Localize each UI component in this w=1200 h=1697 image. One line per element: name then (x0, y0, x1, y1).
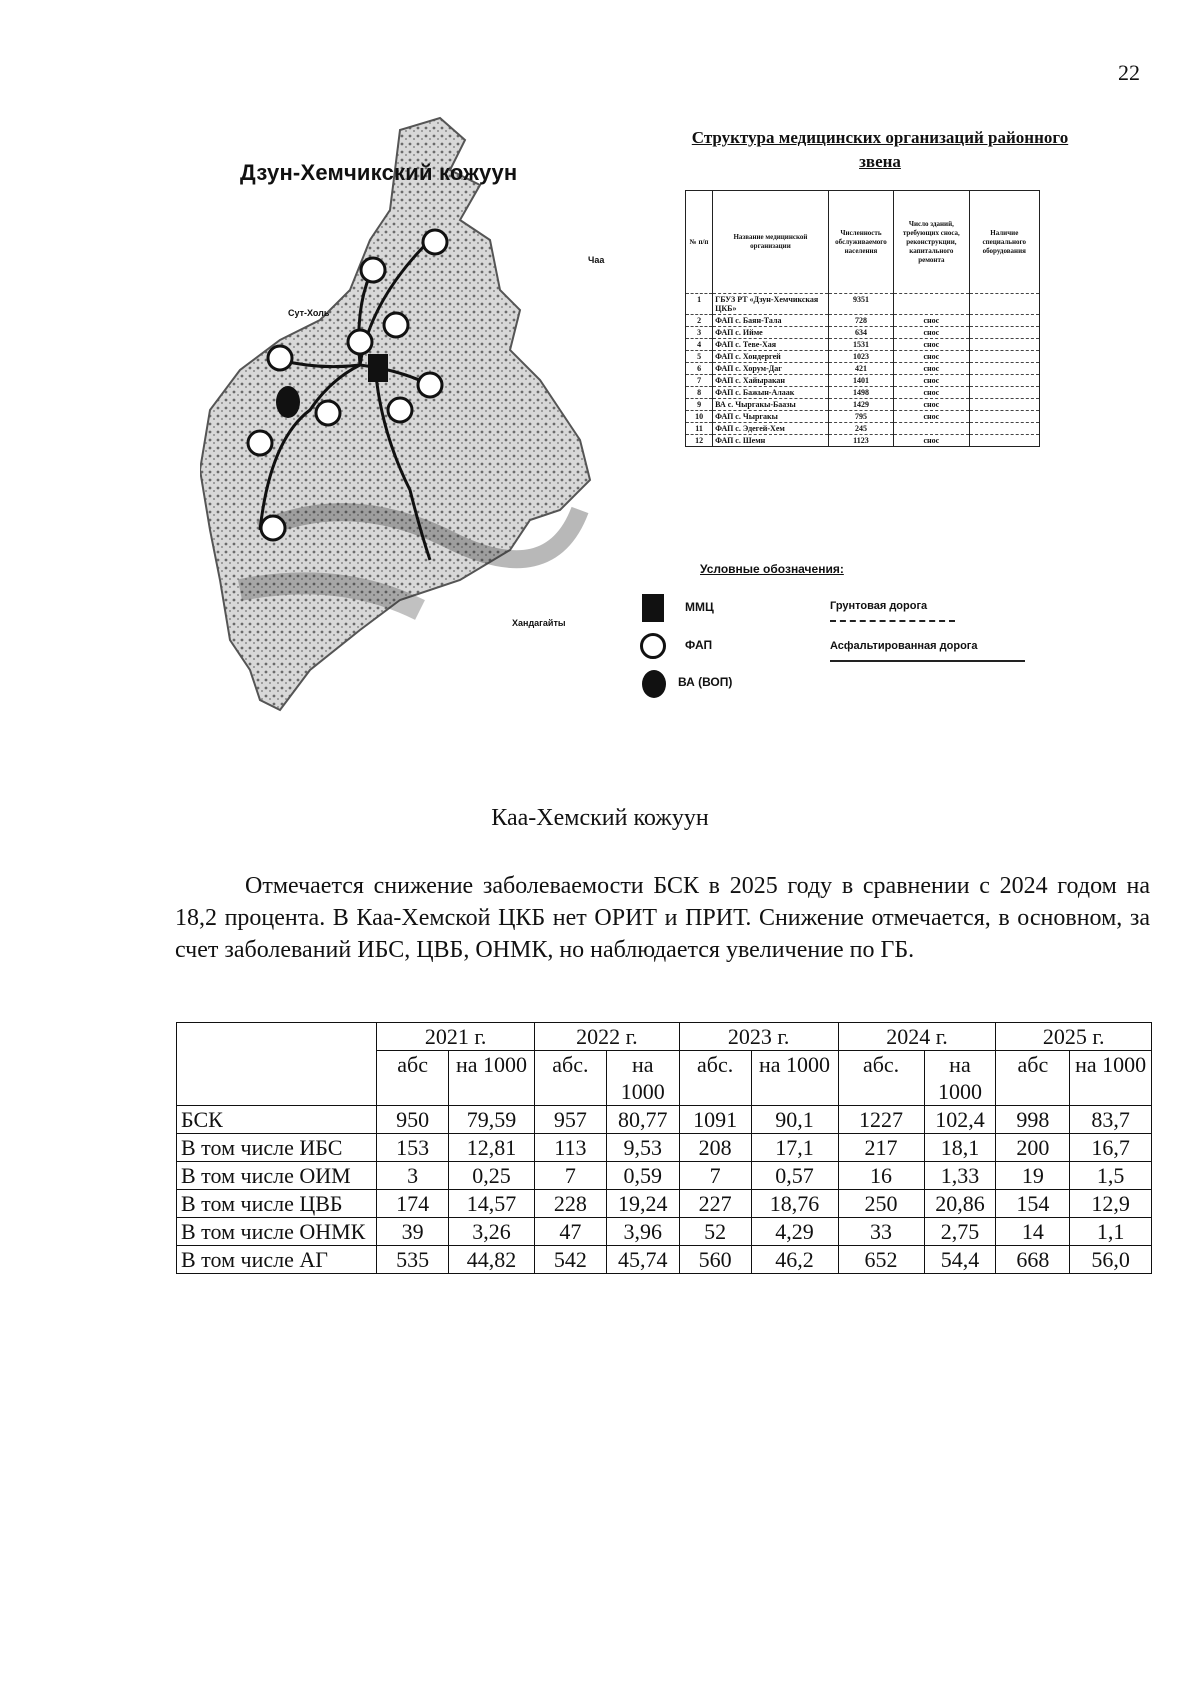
structure-cell (894, 294, 969, 315)
structure-cell: ФАП с. Бажын-Алаак (713, 387, 829, 399)
structure-cell (969, 339, 1039, 351)
morbidity-table (176, 1022, 1152, 1274)
fap-marker (348, 330, 372, 354)
year-header: 2023 г. (679, 1023, 838, 1051)
structure-cell (969, 399, 1039, 411)
table-cell: 54,4 (924, 1246, 996, 1274)
unit-header: на 1000 (449, 1051, 535, 1106)
table-cell: 0,25 (449, 1162, 535, 1190)
fap-marker (361, 258, 385, 282)
unit-header: абс. (838, 1051, 924, 1106)
table-cell: 45,74 (606, 1246, 679, 1274)
table-row (177, 1218, 1152, 1246)
table-cell: 3,26 (449, 1218, 535, 1246)
unit-header: абс (377, 1051, 449, 1106)
structure-cell (969, 363, 1039, 375)
structure-cell: ФАП с. Хорум-Даг (713, 363, 829, 375)
fap-marker (384, 313, 408, 337)
va-legend-icon (642, 670, 666, 698)
place-label: Хандагайты (512, 618, 566, 628)
table-cell: 200 (996, 1134, 1070, 1162)
paved-road-line (830, 660, 1025, 662)
table-cell: 19 (996, 1162, 1070, 1190)
fap-legend-icon (640, 633, 666, 659)
structure-cell: снос (894, 327, 969, 339)
table-row (177, 1190, 1152, 1218)
table-cell: 83,7 (1070, 1106, 1152, 1134)
unit-header: абс (996, 1051, 1070, 1106)
table-cell: 79,59 (449, 1106, 535, 1134)
table-cell: 33 (838, 1218, 924, 1246)
structure-row (686, 375, 1040, 387)
table-cell: 12,9 (1070, 1190, 1152, 1218)
legend-dirt-road: Грунтовая дорога (830, 600, 928, 612)
unit-header: на 1000 (606, 1051, 679, 1106)
structure-cell: ФАП с. Хайыракан (713, 375, 829, 387)
year-header: 2024 г. (838, 1023, 996, 1051)
structure-cell: снос (894, 339, 969, 351)
structure-row (686, 387, 1040, 399)
year-header: 2021 г. (377, 1023, 535, 1051)
table-cell: 14,57 (449, 1190, 535, 1218)
year-header: 2022 г. (534, 1023, 679, 1051)
table-cell: 9,53 (606, 1134, 679, 1162)
structure-row (686, 435, 1040, 447)
place-label: Сут-Холь (288, 308, 330, 318)
column-header: Название медицинской организации (713, 191, 829, 294)
table-cell: 7 (534, 1162, 606, 1190)
structure-cell (969, 327, 1039, 339)
dirt-road-line (830, 620, 955, 622)
unit-header: на 1000 (1070, 1051, 1152, 1106)
table-cell: 18,1 (924, 1134, 996, 1162)
place-label: Чаа (588, 255, 605, 265)
table-cell: 250 (838, 1190, 924, 1218)
structure-cell: ФАП с. Теве-Хая (713, 339, 829, 351)
table-cell: 153 (377, 1134, 449, 1162)
mmc-marker (368, 354, 388, 382)
table-cell: 7 (679, 1162, 751, 1190)
table-cell: 19,24 (606, 1190, 679, 1218)
structure-cell: 2 (686, 315, 713, 327)
table-cell: 18,76 (751, 1190, 838, 1218)
fap-marker (418, 373, 442, 397)
unit-header: на 1000 (751, 1051, 838, 1106)
row-label: В том числе ОИМ (177, 1162, 377, 1190)
table-cell: 560 (679, 1246, 751, 1274)
map-title: Дзун-Хемчикский кожуун (240, 160, 518, 185)
table-cell: 90,1 (751, 1106, 838, 1134)
structure-cell: ФАП с. Чыргакы (713, 411, 829, 423)
fap-marker (316, 401, 340, 425)
structure-cell: 421 (828, 363, 893, 375)
legend-va: ВА (ВОП) (678, 675, 733, 689)
structure-row (686, 423, 1040, 435)
structure-cell: ФАП с. Ийме (713, 327, 829, 339)
structure-cell: 634 (828, 327, 893, 339)
table-row (177, 1106, 1152, 1134)
structure-title: Структура медицинских организаций районного звена (691, 128, 1069, 171)
column-header: Число зданий, требующих сноса, реконструкции, капитального ремонта (894, 191, 969, 294)
table-cell: 4,29 (751, 1218, 838, 1246)
structure-row (686, 339, 1040, 351)
table-cell: 39 (377, 1218, 449, 1246)
table-cell: 217 (838, 1134, 924, 1162)
structure-cell: снос (894, 399, 969, 411)
row-label: В том числе ИБС (177, 1134, 377, 1162)
structure-cell: ГБУЗ РТ «Дзун-Хемчикская ЦКБ» (713, 294, 829, 315)
structure-cell: 245 (828, 423, 893, 435)
fap-marker (261, 516, 285, 540)
unit-header: на 1000 (924, 1051, 996, 1106)
table-cell: 113 (534, 1134, 606, 1162)
structure-cell: 1429 (828, 399, 893, 411)
va-marker (276, 386, 300, 418)
table-cell: 12,81 (449, 1134, 535, 1162)
year-header: 2025 г. (996, 1023, 1152, 1051)
table-cell: 0,59 (606, 1162, 679, 1190)
structure-cell: снос (894, 387, 969, 399)
structure-cell: 728 (828, 315, 893, 327)
table-cell: 46,2 (751, 1246, 838, 1274)
table-cell: 950 (377, 1106, 449, 1134)
table-cell: 174 (377, 1190, 449, 1218)
table-cell: 668 (996, 1246, 1070, 1274)
page-number: 22 (1118, 60, 1140, 85)
table-cell: 102,4 (924, 1106, 996, 1134)
table-cell: 1,33 (924, 1162, 996, 1190)
structure-cell (969, 387, 1039, 399)
structure-cell: 1 (686, 294, 713, 315)
table-cell: 2,75 (924, 1218, 996, 1246)
structure-cell: 7 (686, 375, 713, 387)
table-row (177, 1162, 1152, 1190)
column-header: Численность обслуживаемого населения (828, 191, 893, 294)
structure-cell: ФАП с. Баян-Тала (713, 315, 829, 327)
table-cell: 16,7 (1070, 1134, 1152, 1162)
structure-cell: снос (894, 435, 969, 447)
table-cell: 0,57 (751, 1162, 838, 1190)
section-caption: Каа-Хемский кожуун (491, 805, 709, 831)
table-row (177, 1134, 1152, 1162)
row-label: В том числе ЦВБ (177, 1190, 377, 1218)
structure-cell (969, 294, 1039, 315)
structure-cell: ВА с. Чыргакы-Баазы (713, 399, 829, 411)
table-cell: 20,86 (924, 1190, 996, 1218)
structure-row (686, 399, 1040, 411)
column-header: Наличие специального оборудования (969, 191, 1039, 294)
unit-header: абс. (534, 1051, 606, 1106)
table-cell: 227 (679, 1190, 751, 1218)
structure-cell: 795 (828, 411, 893, 423)
table-cell: 52 (679, 1218, 751, 1246)
row-label: БСК (177, 1106, 377, 1134)
structure-cell: снос (894, 375, 969, 387)
structure-cell: 1498 (828, 387, 893, 399)
structure-cell: снос (894, 351, 969, 363)
structure-cell: 9351 (828, 294, 893, 315)
legend-fap: ФАП (685, 638, 713, 652)
structure-row (686, 351, 1040, 363)
structure-cell: 1123 (828, 435, 893, 447)
table-cell: 1091 (679, 1106, 751, 1134)
structure-cell: ФАП с. Хондергей (713, 351, 829, 363)
table-cell: 998 (996, 1106, 1070, 1134)
structure-cell: 8 (686, 387, 713, 399)
structure-cell: 1531 (828, 339, 893, 351)
structure-cell: снос (894, 363, 969, 375)
structure-cell (969, 375, 1039, 387)
structure-row (686, 327, 1040, 339)
row-label: В том числе АГ (177, 1246, 377, 1274)
table-cell: 16 (838, 1162, 924, 1190)
structure-cell: снос (894, 411, 969, 423)
fap-marker (248, 431, 272, 455)
table-cell: 3 (377, 1162, 449, 1190)
structure-row (686, 294, 1040, 315)
table-cell: 14 (996, 1218, 1070, 1246)
structure-cell: 1401 (828, 375, 893, 387)
district-map-figure (200, 110, 1130, 770)
structure-cell: 10 (686, 411, 713, 423)
structure-cell (894, 423, 969, 435)
mmc-legend-icon (642, 594, 664, 622)
structure-cell: 11 (686, 423, 713, 435)
table-cell: 208 (679, 1134, 751, 1162)
structure-cell (969, 351, 1039, 363)
table-row (177, 1246, 1152, 1274)
legend-title: Условные обозначения: (700, 562, 844, 576)
structure-table (685, 190, 1040, 447)
structure-cell: 12 (686, 435, 713, 447)
table-cell: 154 (996, 1190, 1070, 1218)
table-cell: 44,82 (449, 1246, 535, 1274)
legend-mmc: ММЦ (685, 600, 714, 614)
table-cell: 80,77 (606, 1106, 679, 1134)
table-cell: 957 (534, 1106, 606, 1134)
table-cell: 47 (534, 1218, 606, 1246)
table-cell: 1,1 (1070, 1218, 1152, 1246)
table-cell: 542 (534, 1246, 606, 1274)
structure-cell: 1023 (828, 351, 893, 363)
body-paragraph: Отмечается снижение заболеваемости БСК в 2025 году в сравнении с 2024 годом на 18,2 процента. В Каа-Хемской ЦКБ нет ОРИТ и ПРИТ. Снижение отмечается, в основном, за счет заболеваний ИБС, ЦВБ, ОНМК, но наблюдается увеличение по ГБ. (175, 873, 1150, 963)
table-cell: 17,1 (751, 1134, 838, 1162)
structure-cell: 6 (686, 363, 713, 375)
structure-cell: 3 (686, 327, 713, 339)
structure-cell: ФАП с. Шемн (713, 435, 829, 447)
table-cell: 228 (534, 1190, 606, 1218)
structure-row (686, 363, 1040, 375)
structure-cell: 5 (686, 351, 713, 363)
fap-marker (388, 398, 412, 422)
structure-cell: 9 (686, 399, 713, 411)
table-cell: 652 (838, 1246, 924, 1274)
structure-cell (969, 315, 1039, 327)
fap-marker (423, 230, 447, 254)
structure-cell: 4 (686, 339, 713, 351)
unit-header: абс. (679, 1051, 751, 1106)
table-cell: 1227 (838, 1106, 924, 1134)
column-header: № п/п (686, 191, 713, 294)
table-cell: 3,96 (606, 1218, 679, 1246)
structure-cell (969, 423, 1039, 435)
table-cell: 1,5 (1070, 1162, 1152, 1190)
fap-marker (268, 346, 292, 370)
legend-paved-road: Асфальтированная дорога (830, 640, 978, 652)
corner-cell (177, 1023, 377, 1106)
table-cell: 535 (377, 1246, 449, 1274)
table-cell: 56,0 (1070, 1246, 1152, 1274)
structure-row (686, 411, 1040, 423)
structure-cell: снос (894, 315, 969, 327)
structure-cell (969, 435, 1039, 447)
structure-row (686, 315, 1040, 327)
structure-cell (969, 411, 1039, 423)
row-label: В том числе ОНМК (177, 1218, 377, 1246)
structure-cell: ФАП с. Эдегей-Хем (713, 423, 829, 435)
